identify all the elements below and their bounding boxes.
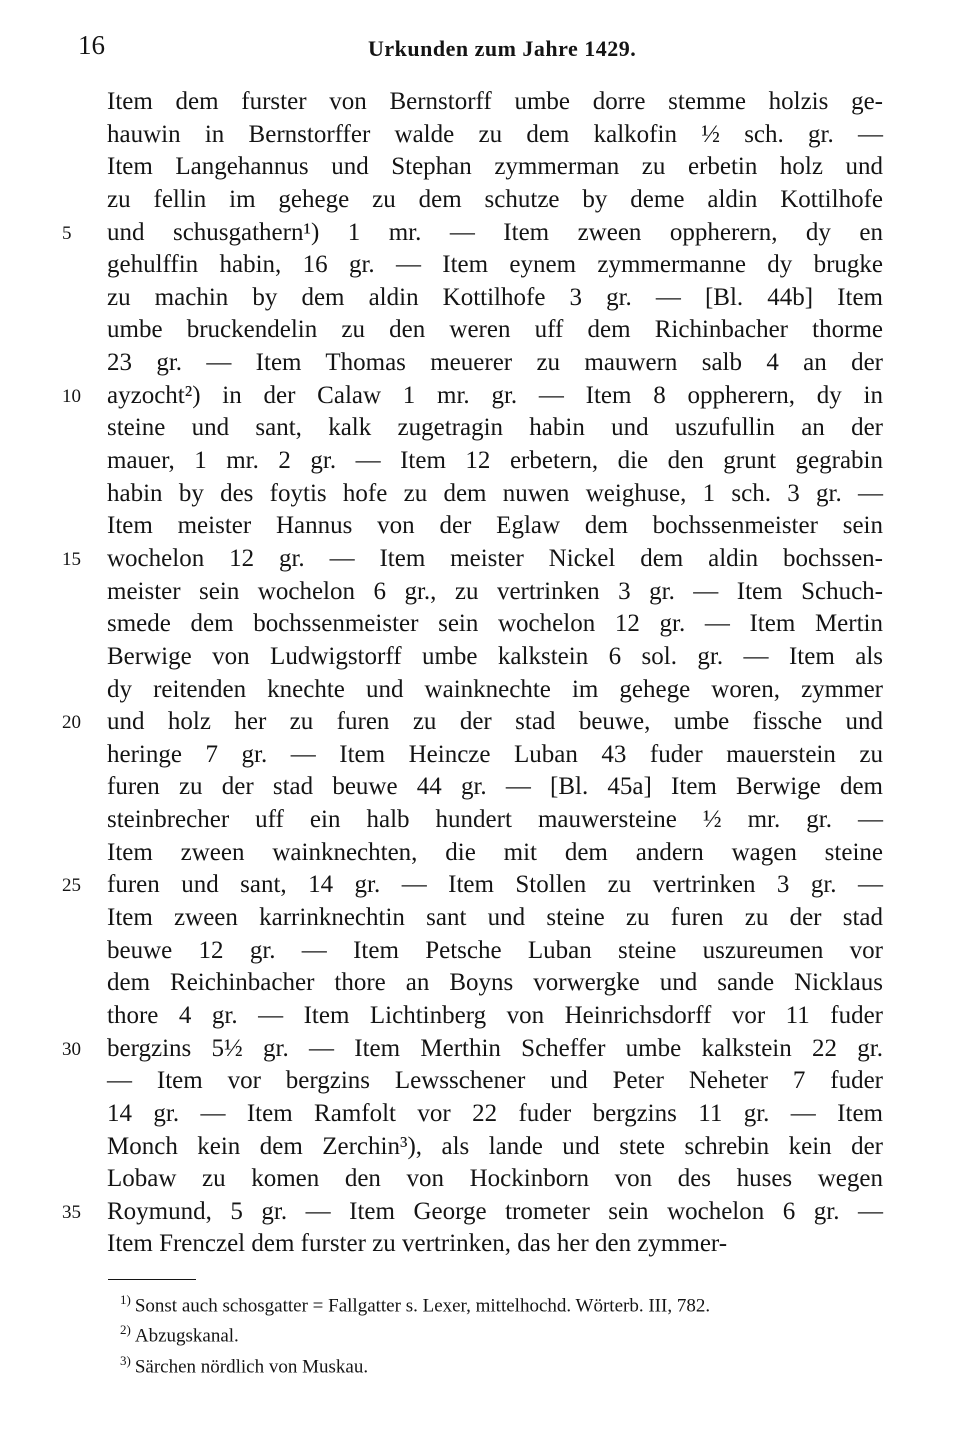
text-line xyxy=(0,119,960,152)
text-line xyxy=(0,380,960,413)
line-text: mauer, 1 mr. 2 gr. — Item 12 erbetern, die den grunt gegrabin xyxy=(107,447,883,475)
footnote-mark: 2) xyxy=(120,1322,131,1338)
line-text: habin by des foytis hofe zu dem nuwen weighuse, 1 sch. 3 gr. — xyxy=(107,479,883,507)
line-text: furen zu der stad beuwe 44 gr. — [Bl. 45a] Item Berwige dem xyxy=(107,773,883,801)
text-line xyxy=(0,869,960,902)
line-number: 5 xyxy=(62,222,72,244)
footnote-mark: 3) xyxy=(120,1352,131,1368)
text-line xyxy=(0,674,960,707)
text-line xyxy=(0,217,960,250)
line-text: Item meister Hannus von der Eglaw dem bochssenmeister sein xyxy=(107,512,883,540)
text-line xyxy=(0,510,960,543)
line-text: ayzocht²) in der Calaw 1 mr. gr. — Item 8 oppherern, dy in xyxy=(107,381,883,409)
line-text: Item Frenczel dem furster zu vertrinken, das her den zymmer- xyxy=(107,1230,728,1258)
line-number: 15 xyxy=(62,548,81,570)
text-line xyxy=(0,706,960,739)
text-line xyxy=(0,347,960,380)
text-line xyxy=(0,445,960,478)
line-text: Item zween wainknechten, die mit dem andern wagen steine xyxy=(107,838,883,866)
footnotes xyxy=(120,1288,890,1379)
line-text: zu fellin im gehege zu dem schutze by deme aldin Kottilhofe xyxy=(107,185,883,213)
text-line xyxy=(0,771,960,804)
text-line xyxy=(0,576,960,609)
text-line xyxy=(0,282,960,315)
text-line xyxy=(0,804,960,837)
line-text: meister sein wochelon 6 gr., zu vertrinken 3 gr. — Item Schuch- xyxy=(107,577,883,605)
text-line xyxy=(0,86,960,119)
text-line xyxy=(0,608,960,641)
text-line xyxy=(0,478,960,511)
text-line xyxy=(0,1033,960,1066)
line-text: bergzins 5½ gr. — Item Merthin Scheffer umbe kalkstein 22 gr. xyxy=(107,1034,883,1062)
line-number: 25 xyxy=(62,875,81,897)
body-text xyxy=(0,86,960,1261)
line-text: 23 gr. — Item Thomas meuerer zu mauwern salb 4 an der xyxy=(107,349,883,377)
text-line xyxy=(0,314,960,347)
footnote-mark: 1) xyxy=(120,1292,131,1307)
footnote-separator xyxy=(108,1279,196,1280)
line-text: heringe 7 gr. — Item Heincze Luban 43 fuder mauerstein zu xyxy=(107,740,883,768)
line-text: beuwe 12 gr. — Item Petsche Luban steine uszureumen vor xyxy=(107,936,883,964)
line-text: und schusgathern¹) 1 mr. — Item zween oppherern, dy en xyxy=(107,218,883,246)
footnote xyxy=(120,1288,890,1318)
line-text: Berwige von Ludwigstorff umbe kalkstein 6 sol. gr. — Item als xyxy=(107,642,883,670)
line-text: steinbrecher uff ein halb hundert mauwersteine ½ mr. gr. — xyxy=(107,806,883,834)
running-title: Urkunden zum Jahre 1429. xyxy=(368,36,637,61)
line-text: Monch kein dem Zerchin³), als lande und stete schrebin kein der xyxy=(107,1132,883,1160)
line-number: 10 xyxy=(62,385,81,407)
line-text: hauwin in Bernstorffer walde zu dem kalkofin ½ sch. gr. — xyxy=(107,120,883,148)
text-line xyxy=(0,249,960,282)
line-text: zu machin by dem aldin Kottilhofe 3 gr. — [Bl. 44b] Item xyxy=(107,283,883,311)
text-line xyxy=(0,935,960,968)
text-line xyxy=(0,184,960,217)
footnote-text: Abzugskanal. xyxy=(134,1325,239,1347)
footnote-text: Sonst auch schosgatter = Fallgatter s. Lexer, mittelhochd. Wörterb. III, 782. xyxy=(134,1295,711,1317)
line-text: wochelon 12 gr. — Item meister Nickel dem aldin bochssen- xyxy=(107,544,883,572)
text-line xyxy=(0,967,960,1000)
text-line xyxy=(0,543,960,576)
text-line xyxy=(0,151,960,184)
line-text: und holz her zu furen zu der stad beuwe, umbe fissche und xyxy=(107,708,883,736)
line-text: Roymund, 5 gr. — Item George trometer sein wochelon 6 gr. — xyxy=(107,1197,883,1225)
page-header xyxy=(78,30,890,70)
line-text: Item zween karrinknechtin sant und steine zu furen zu der stad xyxy=(107,904,883,932)
line-number: 20 xyxy=(62,712,81,734)
text-line xyxy=(0,1196,960,1229)
text-line xyxy=(0,1098,960,1131)
line-text: steine und sant, kalk zugetragin habin und uszufullin an der xyxy=(107,414,883,442)
text-line xyxy=(0,1228,960,1261)
footnote xyxy=(120,1349,890,1379)
line-text: smede dem bochssenmeister sein wochelon 12 gr. — Item Mertin xyxy=(107,610,883,638)
footnote-text: Särchen nördlich von Muskau. xyxy=(134,1355,369,1377)
text-line xyxy=(0,641,960,674)
text-line xyxy=(0,1000,960,1033)
line-text: furen und sant, 14 gr. — Item Stollen zu vertrinken 3 gr. — xyxy=(107,871,883,899)
line-text: Item dem furster von Bernstorff umbe dorre stemme holzis ge- xyxy=(107,88,883,115)
line-number: 30 xyxy=(62,1038,81,1060)
line-text: umbe bruckendelin zu den weren uff dem Richinbacher thorme xyxy=(107,316,883,344)
text-line xyxy=(0,1131,960,1164)
text-line xyxy=(0,837,960,870)
page-number: 16 xyxy=(78,30,105,60)
line-text: 14 gr. — Item Ramfolt vor 22 fuder bergzins 11 gr. — Item xyxy=(107,1099,883,1127)
line-text: dy reitenden knechte und wainknechte im gehege woren, zymmer xyxy=(107,675,883,703)
text-line xyxy=(0,412,960,445)
line-text: Item Langehannus und Stephan zymmerman zu erbetin holz und xyxy=(107,153,883,181)
line-text: Lobaw zu komen den von Hockinborn von des huses wegen xyxy=(107,1165,883,1193)
line-number: 35 xyxy=(62,1201,81,1223)
text-line xyxy=(0,1065,960,1098)
footnote xyxy=(120,1318,890,1348)
line-text: thore 4 gr. — Item Lichtinberg von Heinrichsdorff vor 11 fuder xyxy=(107,1001,883,1029)
text-line xyxy=(0,1163,960,1196)
line-text: dem Reichinbacher thore an Boyns vorwergke und sande Nicklaus xyxy=(107,969,883,997)
line-text: — Item vor bergzins Lewsschener und Peter Neheter 7 fuder xyxy=(107,1067,883,1095)
line-text: gehulffin habin, 16 gr. — Item eynem zymmermanne dy brugke xyxy=(107,251,883,279)
text-line xyxy=(0,902,960,935)
text-line xyxy=(0,739,960,772)
